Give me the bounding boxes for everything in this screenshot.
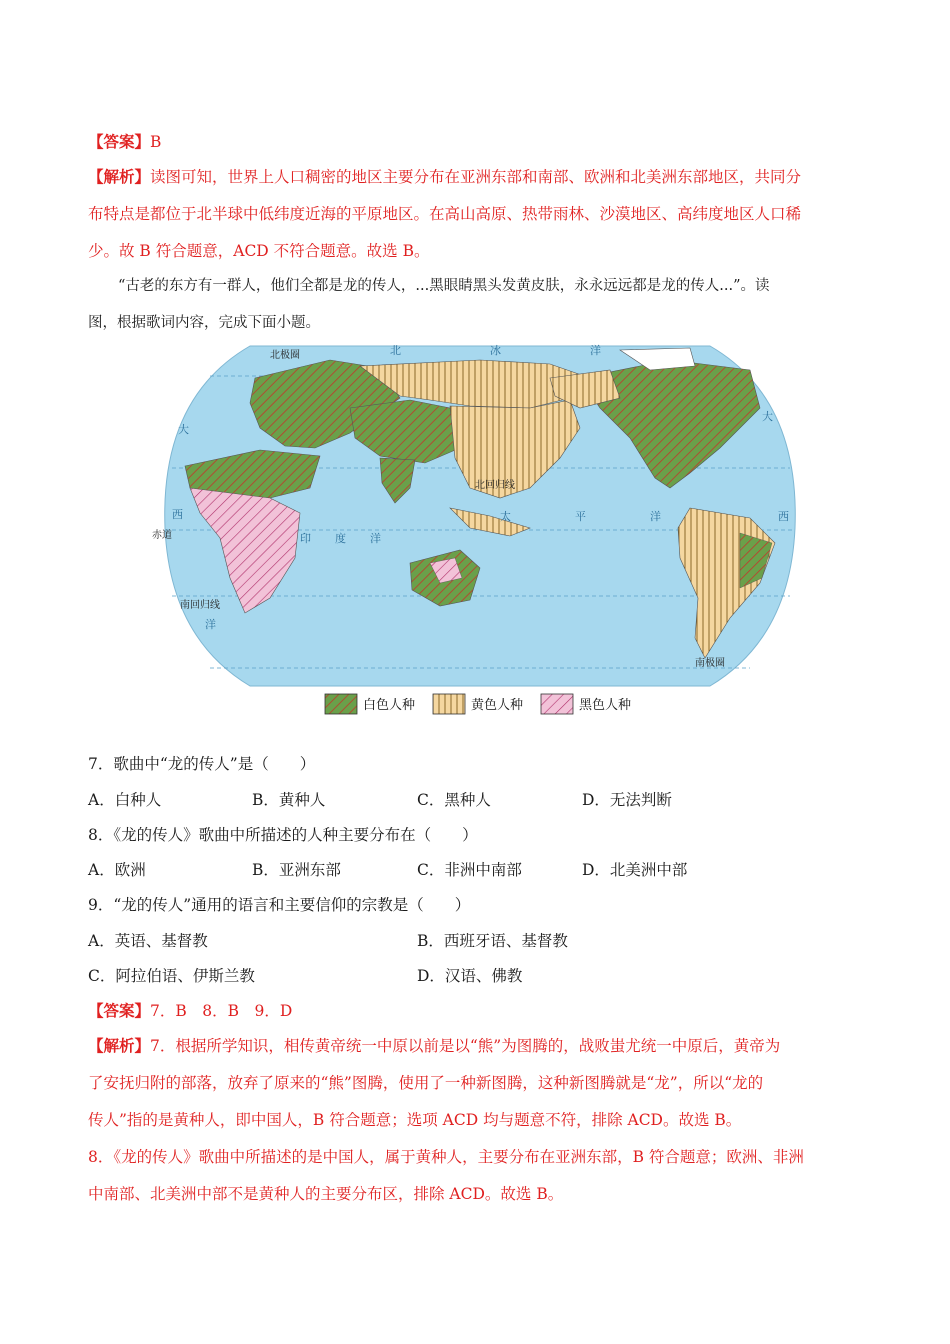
- q7-option-b[interactable]: B．黄种人: [252, 791, 326, 809]
- legend-black-swatch: [541, 694, 573, 714]
- legend-black-label: 黑色人种: [579, 698, 632, 713]
- q7-option-c[interactable]: C．黑种人: [417, 791, 491, 809]
- ocean-label-n1: 北: [390, 344, 401, 357]
- analysis-line-3: 少。故 B 符合题意，ACD 不符合题意。故选 B。: [88, 242, 430, 260]
- q7-option-a[interactable]: A．白种人: [88, 791, 162, 809]
- intro-line-2: 图，根据歌词内容，完成下面小题。: [88, 315, 320, 331]
- intro-line-1: “古老的东方有一群人，他们全都是龙的传人，...黑眼睛黑头发黄皮肤，永永远远都是龙的传人...”。读: [118, 278, 770, 294]
- ocean-label-ind-3: 洋: [370, 532, 381, 545]
- tropic-north-label: 北回归线: [475, 480, 515, 491]
- q9-option-c[interactable]: C．阿拉伯语、伊斯兰教: [88, 967, 255, 985]
- answer-line: [88, 130, 161, 152]
- q9-option-a[interactable]: A．英语、基督教: [88, 932, 208, 950]
- q8-option-a[interactable]: A．欧洲: [88, 861, 146, 879]
- q8-option-d[interactable]: D．北美洲中部: [582, 861, 688, 879]
- ocean-label-ind-1: 印: [300, 532, 311, 545]
- question-9-stem: 9．“龙的传人”通用的语言和主要信仰的宗教是（ ）: [88, 896, 471, 914]
- analysis2-line-4: 8．《龙的传人》歌曲中所描述的是中国人，属于黄种人，主要分布在亚洲东部，B 符合题意；欧洲、非洲: [88, 1148, 804, 1166]
- q9-option-b[interactable]: B．西班牙语、基督教: [417, 932, 568, 950]
- q9-option-d[interactable]: D．汉语、佛教: [417, 967, 523, 985]
- answer-tag: 【答案】: [88, 132, 151, 151]
- answer-tag-2: 【答案】: [88, 1001, 151, 1020]
- ocean-label-atl-r1: 大: [762, 410, 773, 423]
- analysis-tag: 【解析】: [88, 167, 151, 186]
- answer-text-2: 7．B 8．B 9．D: [150, 1002, 293, 1020]
- ocean-label-atl-3: 洋: [205, 618, 216, 631]
- analysis-text: 读图可知，世界上人口稠密的地区主要分布在亚洲东部和南部、欧洲和北美洲东部地区，共同分: [150, 168, 802, 186]
- analysis2-line-2: 了安抚归附的部落，放弃了原来的“熊”图腾，使用了一种新图腾，这种新图腾就是“龙”，所以“龙的: [88, 1074, 764, 1092]
- ocean-label-pac-2: 平: [575, 510, 586, 523]
- legend-yellow-label: 黄色人种: [471, 698, 524, 713]
- analysis-line-2: 布特点是都位于北半球中低纬度近海的平原地区。在高山高原、热带雨林、沙漠地区、高纬度地区人口稀: [88, 205, 802, 223]
- world-race-map: [150, 338, 810, 722]
- q7-option-d[interactable]: D．无法判断: [582, 791, 672, 809]
- q8-option-b[interactable]: B．亚洲东部: [252, 861, 341, 879]
- analysis2-text: 7．根据所学知识，相传黄帝统一中原以前是以“熊”为图腾的，战败蚩尤统一中原后，黄帝为: [150, 1037, 781, 1055]
- q8-option-c[interactable]: C．非洲中南部: [417, 861, 522, 879]
- ocean-label-pac-1: 太: [500, 510, 511, 523]
- question-8-stem: 8．《龙的传人》歌曲中所描述的人种主要分布在（ ）: [88, 826, 478, 844]
- ocean-label-atl-1: 大: [178, 423, 189, 436]
- analysis-tag-2: 【解析】: [88, 1036, 151, 1055]
- ocean-label-pac-3: 洋: [650, 510, 661, 523]
- legend-white-swatch: [325, 694, 357, 714]
- question-7-stem: 7．歌曲中“龙的传人”是（ ）: [88, 755, 316, 773]
- analysis2-line-5: 中南部、北美洲中部不是黄种人的主要分布区，排除 ACD。故选 B。: [88, 1185, 564, 1203]
- ocean-label-atl-r2: 西: [778, 510, 789, 523]
- south-pole-label: 南极圈: [695, 658, 725, 669]
- analysis2-line-1: [88, 1034, 780, 1056]
- map-legend: [325, 694, 631, 714]
- answer-text: B: [150, 133, 162, 151]
- analysis-line-1: [88, 165, 801, 187]
- equator-label: 赤道: [152, 530, 172, 541]
- ocean-label-atl-2: 西: [172, 508, 183, 521]
- ocean-label-ind-2: 度: [335, 532, 346, 545]
- tropic-south-label: 南回归线: [180, 600, 220, 611]
- answer-line-2: [88, 999, 292, 1021]
- ocean-label-n2: 冰: [490, 344, 501, 357]
- north-pole-label: 北极圈: [270, 350, 300, 361]
- legend-yellow-swatch: [433, 694, 465, 714]
- ocean-label-n3: 洋: [590, 344, 601, 357]
- analysis2-line-3: 传人”指的是黄种人，即中国人，B 符合题意；选项 ACD 均与题意不符，排除 ACD。故选 B。: [88, 1111, 742, 1129]
- legend-white-label: 白色人种: [363, 698, 416, 713]
